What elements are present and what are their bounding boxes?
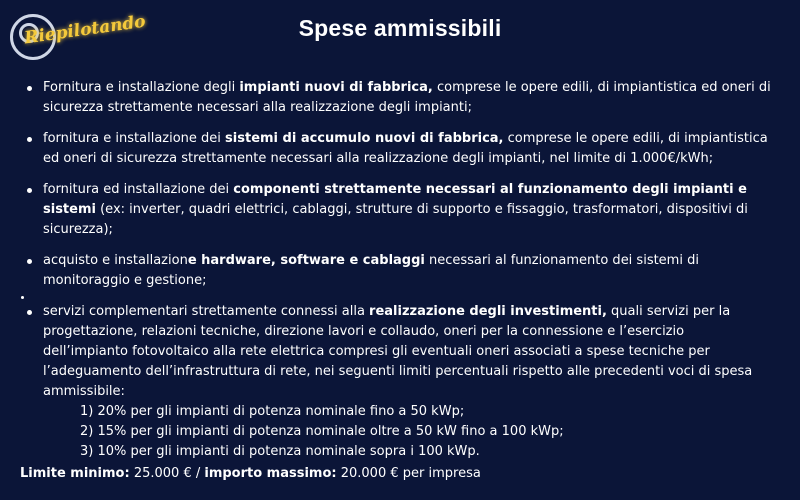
item-bold-text: impianti nuovi di fabbrica, (239, 80, 433, 95)
item-text: fornitura ed installazione dei (43, 182, 234, 197)
list-item (25, 302, 773, 462)
min-limit-value: 25.000 € / (129, 466, 205, 481)
item-text: acquisto e installazion (43, 253, 188, 268)
limit-line: 3) 10% per gli impianti di potenza nominale sopra i 100 kWp. (80, 444, 480, 459)
item-text: servizi complementari strettamente connessi alla (43, 304, 370, 319)
amount-limits-footer (20, 464, 481, 484)
min-limit-label: Limite minimo: (20, 466, 130, 481)
eligible-expenses-list (25, 78, 773, 462)
list-item (25, 180, 773, 240)
list-item (25, 78, 773, 118)
item-bold-text: realizzazione degli investimenti, (369, 304, 607, 319)
item-text: comprese le opere edili, di impiantistica ed oneri di sicurezza strettamente necessari alla realizzazione degli impianti; (43, 80, 771, 115)
list-item (25, 129, 773, 169)
item-text: necessari al funzionamento dei sistemi di monitoraggio e gestione; (43, 253, 699, 288)
item-bold-text: componenti strettamente necessari al funzionamento degli impianti e sistemi (43, 182, 747, 217)
page-title: Spese ammissibili (298, 15, 502, 41)
bullet-icon (27, 188, 32, 193)
bullet-icon (27, 86, 32, 91)
max-amount-label: importo massimo: (204, 466, 337, 481)
item-text: comprese le opere edili, di impiantistica ed oneri di sicurezza strettamente necessari alla realizzazione degli impianti, nel limite di 1.000€/kWh; (43, 131, 768, 166)
item-text: fornitura e installazione dei (43, 131, 226, 146)
max-amount-value: 20.000 € per impresa (336, 466, 481, 481)
list-item (25, 251, 773, 291)
item-bold-text: e hardware, software e cablaggi (187, 253, 425, 268)
item-text: (ex: inverter, quadri elettrici, cablaggi, strutture di supporto e fissaggio, trasformatori, dispositivi di sicurezza); (43, 202, 748, 237)
item-text: quali servizi per la progettazione, relazioni tecniche, direzione lavori e collaudo, oneri per la connessione e l’esercizio dell’impianto fotovoltaico alla rete elettrica compresi gli eventuali oneri associati a spese tecniche per l’adeguamento dell’infrastruttura di rete, nei seguenti limiti percentuali rispetto alle precedenti voci di spesa ammissibile: (43, 304, 753, 399)
bullet-icon (27, 259, 32, 264)
stray-bullet (21, 296, 24, 299)
limit-line: 1) 20% per gli impianti di potenza nominale fino a 50 kWp; (80, 404, 465, 419)
logo-text: Riepilotando (23, 11, 147, 49)
limit-line: 2) 15% per gli impianti di potenza nominale oltre a 50 kW fino a 100 kWp; (80, 424, 564, 439)
item-bold-text: sistemi di accumulo nuovi di fabbrica, (225, 131, 504, 146)
bullet-icon (27, 310, 32, 315)
percentage-limits (43, 402, 773, 462)
item-text: Fornitura e installazione degli (43, 80, 240, 95)
bullet-icon (27, 137, 32, 142)
